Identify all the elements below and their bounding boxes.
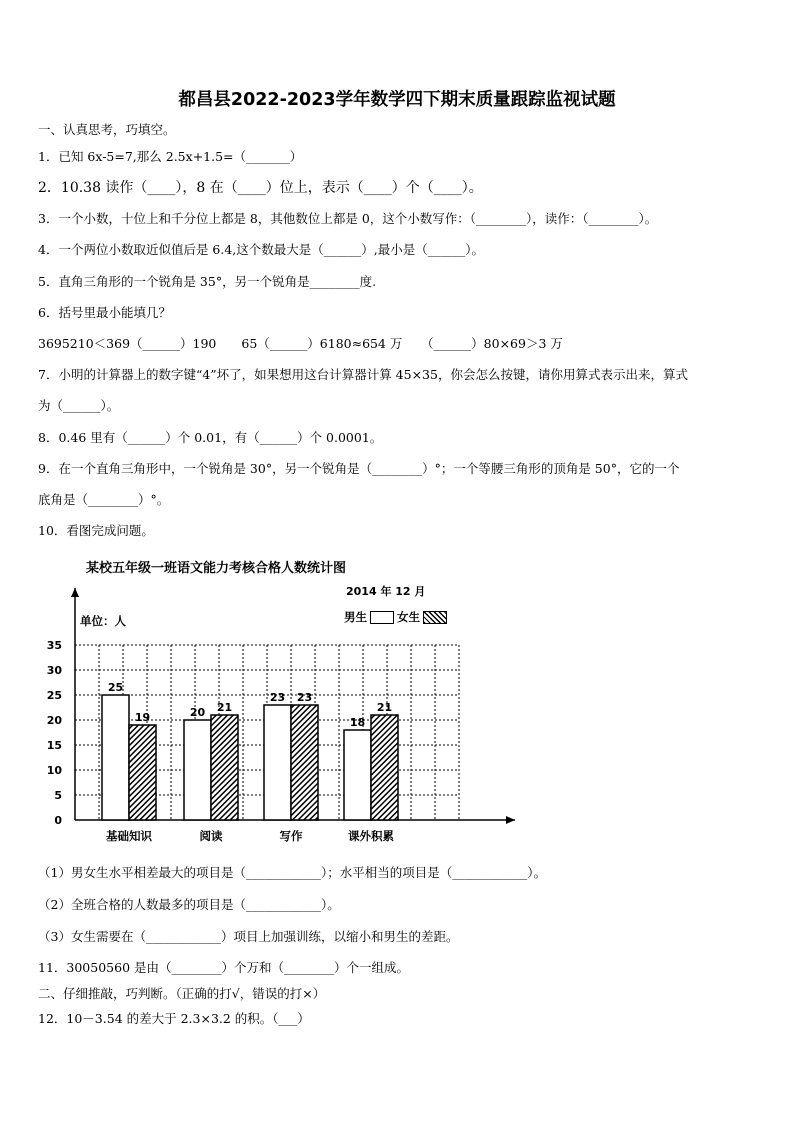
bar-boys <box>184 720 211 820</box>
question-2: 2．10.38 读作（____），8 在（____）位上，表示（____）个（____）。 <box>38 180 483 196</box>
bar-value-label: 23 <box>296 691 313 704</box>
x-category-label: 课外积累 <box>348 829 394 843</box>
y-tick-label: 0 <box>54 814 62 827</box>
y-tick-label: 5 <box>54 789 62 802</box>
question-7-line-2: 为（______）。 <box>38 398 120 413</box>
y-axis-arrow <box>71 588 79 597</box>
bar-value-label: 20 <box>189 706 206 719</box>
question-3: 3．一个小数，十位上和千分位上都是 8，其他数位上都是 0，这个小数写作：（________），读作：（________）。 <box>38 211 658 226</box>
bar-girls <box>129 725 156 820</box>
y-tick-label: 25 <box>46 689 62 702</box>
question-9-line-2: 底角是（________）°。 <box>38 492 170 507</box>
chart-subtitle: 2014 年 12 月 <box>346 585 426 598</box>
question-1: 1．已知 6x-5=7,那么 2.5x+1.5=（_______） <box>38 149 303 164</box>
y-tick-label: 10 <box>46 764 62 777</box>
bar-value-label: 21 <box>216 701 233 714</box>
legend-label-boys: 男生 <box>344 610 367 624</box>
bar-value-label: 19 <box>134 711 151 724</box>
bar-value-label: 21 <box>376 701 393 714</box>
question-10-part-2: （2）全班合格的人数最多的项目是（____________）。 <box>38 897 340 912</box>
x-category-label: 写作 <box>279 829 303 843</box>
x-category-label: 阅读 <box>199 829 223 843</box>
bar-boys <box>344 730 371 820</box>
bar-girls <box>211 715 238 820</box>
bar-boys <box>102 695 129 820</box>
question-11: 11．30050560 是由（________）个万和（________）个一组成。 <box>38 960 410 975</box>
section-heading-fill-blank: 一、认真思考，巧填空。 <box>38 122 176 137</box>
bar-girls <box>291 705 318 820</box>
chart-title: 某校五年级一班语文能力考核合格人数统计图 <box>86 561 347 576</box>
question-10-part-1: （1）男女生水平相差最大的项目是（____________）；水平相当的项目是（____________）。 <box>38 865 546 880</box>
legend-label-girls: 女生 <box>397 610 420 624</box>
question-4: 4．一个两位小数取近似值后是 6.4,这个数最大是（______）,最小是（______）。 <box>38 242 485 257</box>
bar-boys <box>264 705 291 820</box>
question-6-items: 3695210＜369（______）190 65（______）6180≈654 万 （______）80×69＞3 万 <box>38 336 563 351</box>
x-category-label: 基础知识 <box>106 829 152 843</box>
chart-unit-label: 单位：人 <box>80 614 126 628</box>
bar-value-label: 25 <box>107 681 124 694</box>
page-title: 都昌县2022-2023学年数学四下期末质量跟踪监视试题 <box>178 90 616 110</box>
y-tick-label: 30 <box>46 664 62 677</box>
bar-chart <box>0 540 794 850</box>
question-5: 5．直角三角形的一个锐角是 35°，另一个锐角是________度. <box>38 274 377 289</box>
question-8: 8．0.46 里有（______）个 0.01，有（______）个 0.0001。 <box>38 430 383 445</box>
x-axis-arrow <box>506 816 515 824</box>
y-tick-label: 35 <box>46 639 62 652</box>
y-tick-label: 20 <box>46 714 62 727</box>
question-9-line-1: 9．在一个直角三角形中，一个锐角是 30°，另一个锐角是（________）°；一个等腰三角形的顶角是 50°，它的一个 <box>38 461 680 476</box>
bar-value-label: 18 <box>349 716 366 729</box>
section-heading-judge: 二、仔细推敲，巧判断。（正确的打√，错误的打×） <box>38 986 326 1001</box>
question-7-line-1: 7．小明的计算器上的数字键“4”坏了，如果想用这台计算器计算 45×35，你会怎么按键，请你用算式表示出来，算式 <box>38 367 688 382</box>
question-12: 12．10－3.54 的差大于 2.3×3.2 的积。（___） <box>38 1011 310 1026</box>
bar-value-label: 23 <box>269 691 286 704</box>
bar-girls <box>371 715 398 820</box>
question-10: 10．看图完成问题。 <box>38 523 154 538</box>
question-6: 6．括号里最小能填几？ <box>38 305 171 320</box>
question-10-part-3: （3）女生需要在（____________）项目上加强训练，以缩小和男生的差距。 <box>38 929 459 944</box>
y-tick-label: 15 <box>46 739 62 752</box>
